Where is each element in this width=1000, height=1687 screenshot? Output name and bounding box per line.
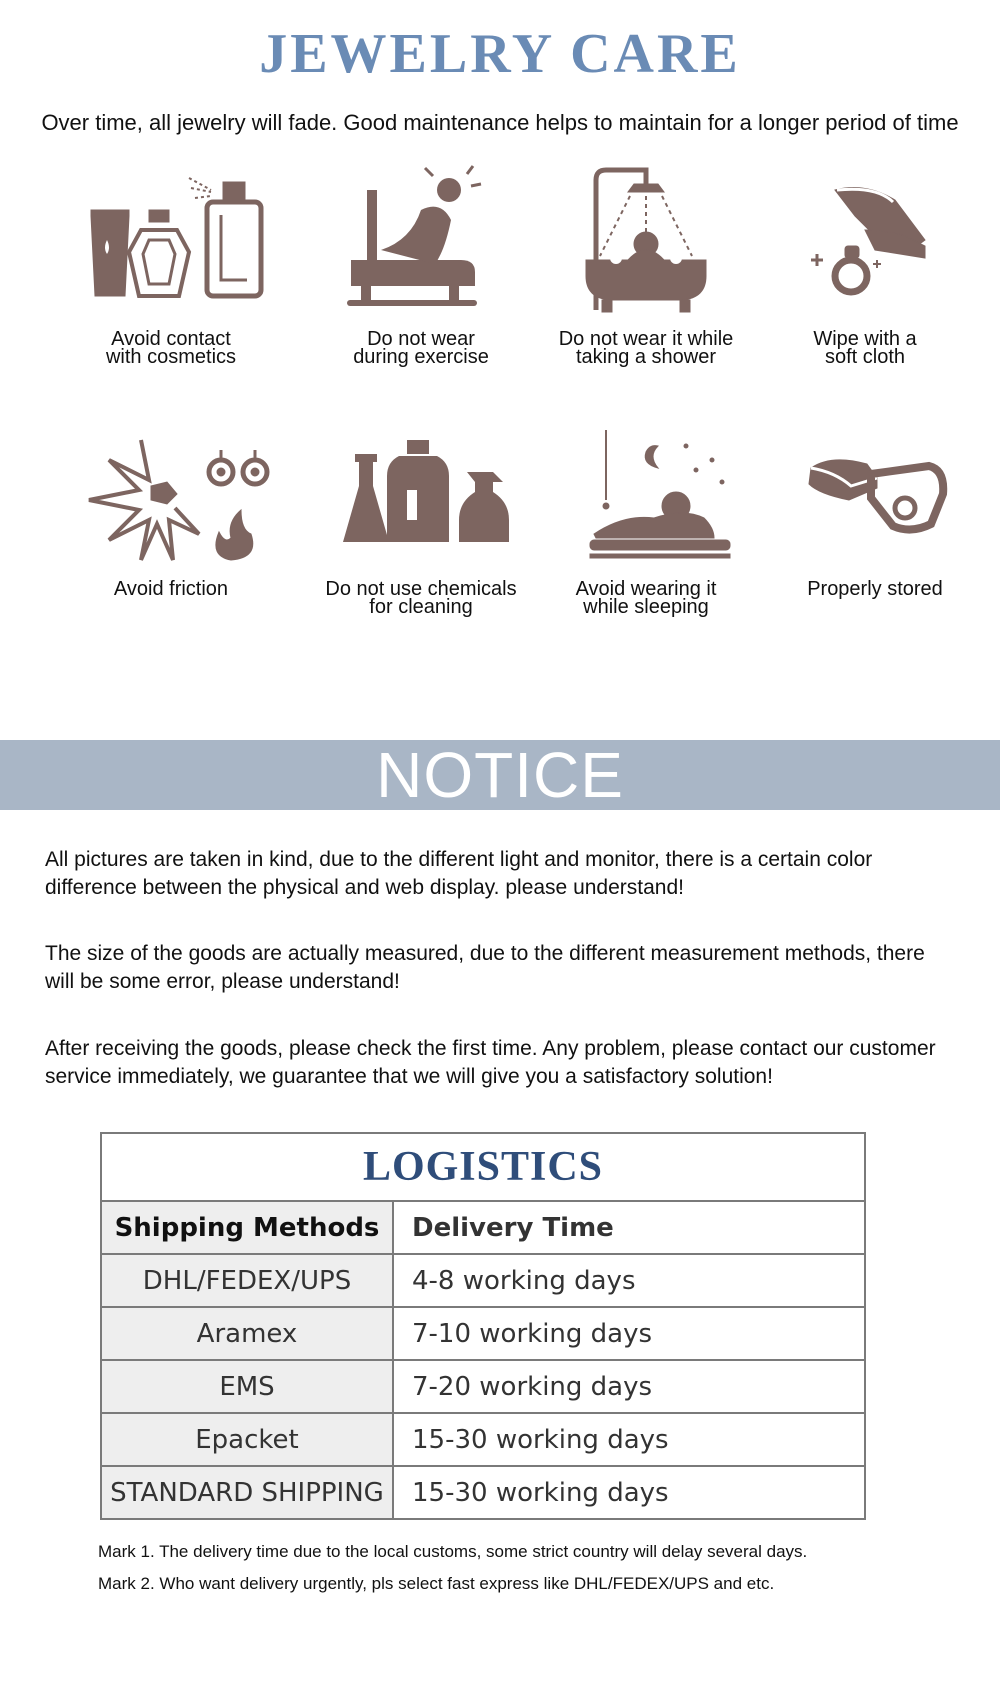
header-delivery-time: Delivery Time	[393, 1201, 865, 1254]
shipping-method: Aramex	[101, 1307, 393, 1360]
delivery-time: 7-10 working days	[393, 1307, 865, 1360]
jewelry-box-icon	[775, 410, 975, 580]
cloth-icon	[765, 160, 965, 330]
notice-title: NOTICE	[376, 739, 624, 811]
exercise-icon	[321, 160, 521, 330]
care-label: Avoid contact with cosmetics	[105, 328, 237, 368]
table-row	[101, 1466, 865, 1519]
table-row	[101, 1307, 865, 1360]
chemicals-icon	[321, 410, 521, 580]
care-item-cloth	[750, 160, 980, 366]
care-label: Avoid wearing it while sleeping	[575, 578, 717, 618]
logistics-mark: Mark 1. The delivery time due to the local customs, some strict country will delay several days.	[98, 1542, 808, 1561]
notice-paragraph: The size of the goods are actually measured, due to the different measurement methods, there will be some error, please understand!	[45, 942, 925, 993]
care-label: Properly stored	[807, 578, 943, 600]
care-label: Do not wear it while taking a shower	[558, 328, 734, 368]
delivery-time: 15-30 working days	[393, 1413, 865, 1466]
delivery-time: 7-20 working days	[393, 1360, 865, 1413]
table-header-row	[101, 1201, 865, 1254]
care-label: Avoid friction	[113, 578, 229, 600]
notice-paragraph: After receiving the goods, please check the first time. Any problem, please contact our customer service immediately, we guarantee that we will give you a satisfactory solution!	[45, 1037, 936, 1088]
care-item-chemicals	[306, 410, 536, 616]
shower-icon	[546, 160, 746, 330]
care-item-stored	[760, 410, 990, 598]
delivery-time: 15-30 working days	[393, 1466, 865, 1519]
care-label: Wipe with a soft cloth	[813, 328, 917, 368]
shipping-method: Epacket	[101, 1413, 393, 1466]
page-subtitle: Over time, all jewelry will fade. Good maintenance helps to maintain for a longer period of time	[41, 110, 959, 135]
shipping-method: DHL/FEDEX/UPS	[101, 1254, 393, 1307]
cosmetics-icon	[71, 160, 271, 330]
table-row	[101, 1413, 865, 1466]
care-item-sleeping	[531, 410, 761, 616]
notice-banner	[0, 740, 1000, 810]
table-row	[101, 1254, 865, 1307]
care-item-cosmetics	[56, 160, 286, 366]
care-label: Do not use chemicals for cleaning	[325, 578, 517, 618]
page-title: JEWELRY CARE	[259, 23, 741, 85]
logistics-title: LOGISTICS	[101, 1133, 865, 1201]
care-label: Do not wear during exercise	[353, 328, 489, 368]
friction-icon	[71, 410, 271, 580]
care-item-friction	[56, 410, 286, 598]
care-item-exercise	[306, 160, 536, 366]
care-item-shower	[531, 160, 761, 366]
shipping-method: EMS	[101, 1360, 393, 1413]
shipping-method: STANDARD SHIPPING	[101, 1466, 393, 1519]
sleeping-icon	[546, 410, 746, 580]
table-row	[101, 1360, 865, 1413]
notice-paragraph: All pictures are taken in kind, due to the different light and monitor, there is a certain color difference between the physical and web display. please understand!	[45, 848, 873, 899]
logistics-mark: Mark 2. Who want delivery urgently, pls select fast express like DHL/FEDEX/UPS and etc.	[98, 1574, 775, 1593]
logistics-table	[100, 1132, 866, 1520]
header-shipping-methods: Shipping Methods	[101, 1201, 393, 1254]
delivery-time: 4-8 working days	[393, 1254, 865, 1307]
